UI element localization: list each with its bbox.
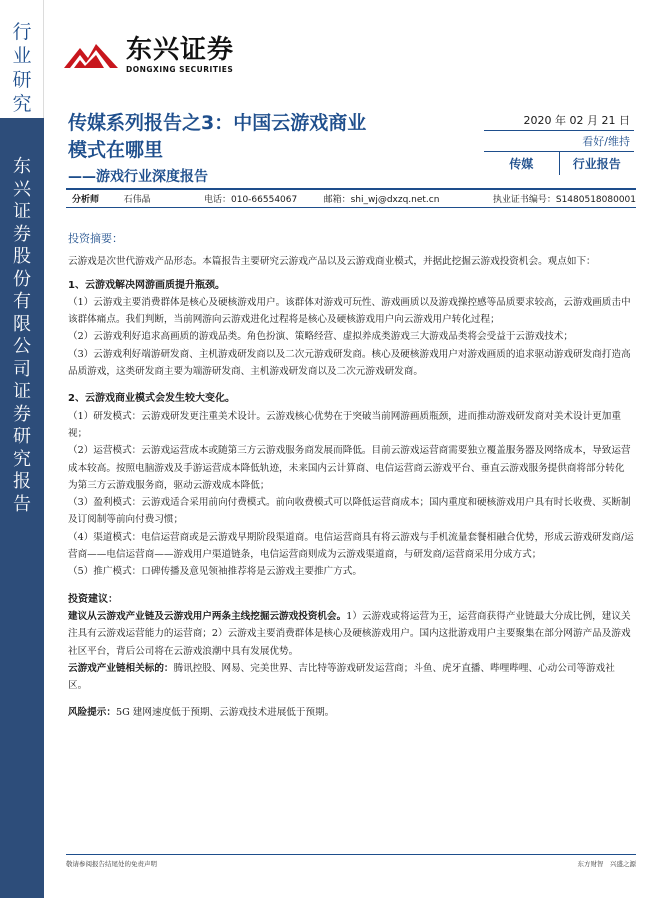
summary-point-2-1: （1）研发模式：云游戏研发更注重美术设计。云游戏核心优势在于突破当前网游画质瓶颈，进而推动游戏研发商对美术设计更加重视；: [68, 410, 621, 439]
analyst-license: 执业证书编号：S1480518080001: [492, 195, 637, 205]
investment-advice: [68, 608, 634, 660]
analyst-email: 邮箱：shi_wj@dxzq.net.cn: [323, 195, 440, 205]
company-vertical-label: 东兴证券股份有限公司证券研究报告: [13, 156, 31, 515]
footer-slogan: 东方财智 兴盛之源: [577, 860, 636, 868]
report-title-line-2: 模式在哪里: [68, 139, 164, 161]
risk-label: 风险提示：: [68, 707, 116, 719]
report-type-tag: 行业报告: [559, 152, 635, 175]
summary-point-2-4: （4）渠道模式：电信运营商或是云游戏早期阶段渠道商。电信运营商具有将云游戏与手机流量套餐相融合优势，形成云游戏研发商/运营商——电信运营商——游戏用户渠道链条，电信运营商则成为云游戏渠道商，与研发商/运营商采用分成方式；: [68, 531, 634, 561]
summary-heading-2: 2、云游戏商业模式会发生较大变化。: [68, 393, 235, 405]
summary-point-1-1: （1）云游戏主要消费群体是核心及硬核游戏用户。该群体对游戏可玩性、游戏画质以及游戏操控感等品质要求较高，云游戏画质击中该群体痛点。我们判断，当前网游向云游戏进化过程将是核心及硬核游戏用户向云游戏用户转化过程；: [68, 296, 631, 326]
company-logo: [62, 36, 234, 74]
analyst-phone: 电话：010-66554067: [204, 195, 298, 205]
summary-point-1-3: （3）云游戏利好端游研发商、主机游戏研发商以及二次元游戏研发商。核心及硬核游戏用户对游戏画质的追求驱动游戏研发商打造高品质游戏，这类研发商主要为端游研发商、主机游戏研发商以及二次元游戏研发商。: [68, 348, 631, 378]
summary-point-1-2: （2）云游戏利好追求高画质的游戏品类。角色扮演、策略经营、虚拟养成类游戏三大游戏品类将会受益于云游戏技术；: [68, 331, 573, 343]
page-footer: [66, 854, 636, 868]
investment-label: 投资建议：: [68, 593, 118, 605]
risk-warning: [68, 704, 634, 721]
sidebar-top: [0, 0, 44, 118]
risk-body: 5G 建网速度低于预期、云游戏技术进展低于预期。: [115, 707, 335, 719]
logo-mark-icon: [62, 38, 120, 72]
investment-body: 1）云游戏或将运营为王，运营商获得产业链最大分成比例，建议关注具有云游戏运营能力的运营商；2）云游戏主要消费群体是核心及硬核游戏用户。国内这批游戏用户主要聚集在部分网游产品及游戏社区平台，背后公司将在云游戏浪潮中具有发展优势。: [68, 610, 631, 657]
report-rating: 看好/维持: [484, 131, 634, 152]
summary-label: 投资摘要：: [68, 232, 123, 245]
summary-intro: 云游戏是次世代游戏产品形态。本篇报告主要研究云游戏产品以及云游戏商业模式，并据此挖掘云游戏投资机会。观点如下：: [68, 256, 596, 268]
report-title-block: [68, 110, 468, 186]
related-body: 腾讯控股、网易、完美世界、吉比特等游戏研发运营商；斗鱼、虎牙直播、哔哩哔哩、心动公司等游戏社区。: [68, 662, 615, 692]
logo-name-en: DONGXING SECURITIES: [126, 65, 234, 74]
sidebar: [0, 118, 44, 898]
investment-lead: 建议从云游戏产业链及云游戏用户两条主线挖掘云游戏投资机会。: [68, 610, 347, 622]
summary-point-2-3: （3）盈利模式：云游戏适合采用前向付费模式。前向收费模式可以降低运营商成本；国内重度和硬核游戏用户具有时长收费、买断制及订阅制等前向付费习惯；: [68, 497, 631, 526]
report-body: [68, 230, 634, 722]
related-label: 云游戏产业链相关标的：: [68, 662, 174, 674]
industry-tag: 传媒: [509, 157, 534, 171]
logo-name-cn: 东兴证券: [126, 35, 235, 65]
analyst-name: 石伟晶: [123, 195, 151, 205]
summary-point-2-5: （5）推广模式：口碑传播及意见领袖推荐将是云游戏主要推广方式。: [68, 566, 362, 578]
report-category-label: 行业研究: [12, 21, 32, 115]
analyst-bar: [66, 188, 636, 208]
analyst-label: 分析师: [72, 195, 100, 205]
report-title-line-1: 传媒系列报告之3：中国云游戏商业: [68, 112, 367, 134]
related-stocks: [68, 660, 634, 695]
footer-disclaimer: 敬请参阅报告结尾处的免责声明: [66, 860, 157, 868]
report-info-box: [484, 110, 634, 175]
summary-heading-1: 1、云游戏解决网游画质提升瓶颈。: [68, 279, 225, 291]
summary-point-2-2: （2）运营模式：云游戏运营成本或随第三方云游戏服务商发展而降低。目前云游戏运营商需要独立覆盖服务器及网络成本，导致运营成本较高。按照电脑游戏及手游运营成本降低轨迹，未来国内云计算商、电信运营商云游戏平台、垂直云游戏服务提供商将部分转化为第三方云游戏服务商，驱动云游戏成本降低；: [68, 445, 631, 491]
report-date: 2020 年 02 月 21 日: [484, 110, 634, 131]
report-subtitle: ——游戏行业深度报告: [68, 169, 208, 185]
